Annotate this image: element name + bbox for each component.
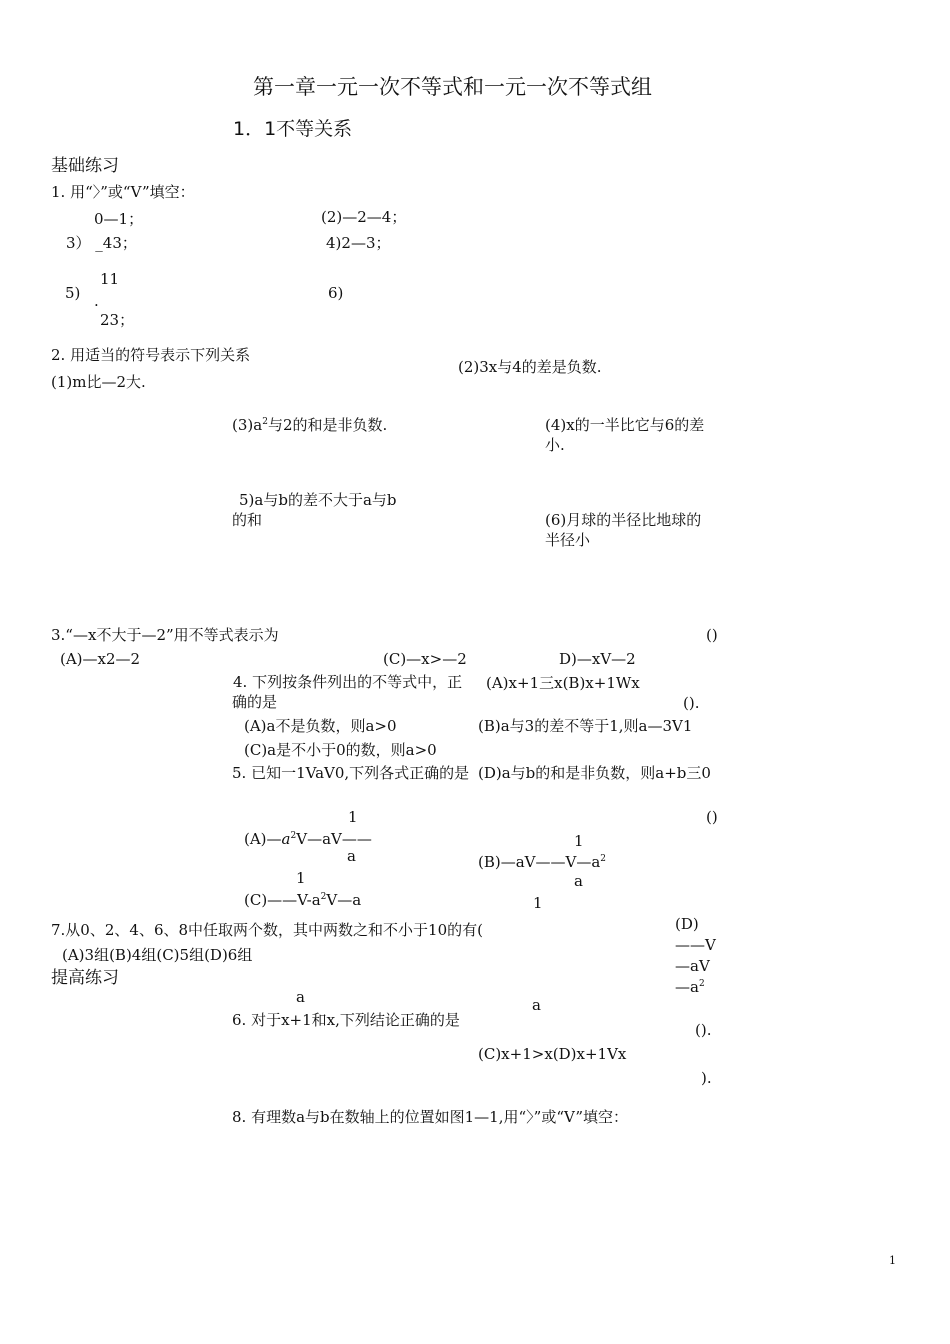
q7-options: (A)3组(B)4组(C)5组(D)6组 [62, 946, 253, 964]
q4-options-a-b: (A)x+1三x(B)x+1Wx [486, 674, 640, 692]
q1-item-5-denominator: 23； [100, 311, 135, 329]
q3-option-a: (A)—x2—2 [60, 650, 141, 668]
section-title: 1．1不等关系 [233, 118, 353, 140]
q1-prompt: 1. 用“〉”或“V”填空： [51, 183, 195, 201]
q5-option-a-numerator: 1 [348, 808, 358, 826]
q5-option-d-line-2: ——V [675, 936, 716, 954]
q5-option-c-part-1: (C)——V-a [244, 891, 321, 909]
q7-answer-close: ). [701, 1069, 712, 1087]
q5-option-d-exponent: 2 [698, 979, 705, 989]
q5-option-c-denominator: a [296, 988, 305, 1006]
q3-prompt: 3.“—x不大于—2”用不等式表示为 [51, 626, 279, 644]
q1-item-6-label: 6) [328, 284, 344, 302]
q5-option-a-var: a [281, 830, 291, 848]
q5-option-d-line-4 [675, 978, 705, 998]
q2-item-3-post: 与2的和是非负数. [267, 416, 388, 434]
q2-item-3-pre: (3)a [232, 416, 263, 434]
q5-prompt: 5. 已知一1VaV0,下列各式正确的是 [232, 764, 470, 782]
q5-option-a-denominator: a [347, 847, 356, 865]
advanced-practice-heading: 提高练习 [51, 968, 119, 988]
q7-prompt: 7.从0、2、4、6、8中任取两个数，其中两数之和不小于10的有( [51, 921, 483, 939]
q4-option-c: (C)a是不小于0的数，则a>0 [244, 741, 437, 759]
q2-prompt: 2. 用适当的符号表示下列关系 [51, 346, 251, 364]
q5-option-c-numerator: 1 [296, 869, 306, 887]
q8-prompt: 8. 有理数a与b在数轴上的位置如图1—1,用“〉”或“V”填空： [232, 1108, 629, 1126]
q5-option-c [244, 891, 361, 911]
q5-option-c-exponent: 2 [320, 892, 327, 902]
q1-item-4: 4)2—3； [326, 234, 391, 252]
q2-item-6: (6)月球的半径比地球的半径小 [545, 511, 702, 549]
q4-option-a: (A)a不是负数，则a>0 [244, 717, 397, 735]
q5-option-b-numerator: 1 [574, 832, 584, 850]
q4-answer-paren: (). [683, 694, 700, 712]
chapter-title: 第一章一元一次不等式和一元一次不等式组 [253, 75, 652, 99]
q5-option-a-exponent: 2 [290, 831, 297, 841]
q3-option-c: (C)—x>—2 [383, 650, 467, 668]
q2-item-4: (4)x的一半比它与6的差小. [545, 416, 705, 454]
q5-option-b-text: (B)—aV——V—a [478, 853, 601, 871]
q6-options-c-d: (C)x+1>x(D)x+1Vx [478, 1045, 627, 1063]
q1-item-5-dot: . [94, 292, 99, 310]
q5-option-b-denominator: a [574, 872, 583, 890]
q2-item-2: (2)3x与4的差是负数. [458, 358, 602, 376]
q3-answer-paren: () [706, 626, 718, 644]
q2-item-3 [232, 416, 387, 436]
q5-option-d-line-4-text: —a [675, 978, 699, 996]
q1-item-1: 0—1； [94, 210, 144, 228]
q2-item-5: 5)a与b的差不大于a与b的和 [232, 491, 397, 529]
q1-item-2: (2)—2—4； [321, 208, 407, 226]
q4-option-b: (B)a与3的差不等于1,则a—3V1 [478, 717, 693, 735]
q5-option-d-line-3: —aV [675, 957, 710, 975]
basic-practice-heading: 基础练习 [51, 156, 119, 176]
q5-option-d-numerator: 1 [533, 894, 543, 912]
q1-item-5-numerator: 11 [100, 270, 120, 288]
q5-answer-paren: () [706, 808, 718, 826]
q5-option-b [478, 853, 606, 873]
q5-option-d-denominator: a [532, 996, 541, 1014]
q6-answer-paren: (). [695, 1021, 712, 1039]
q3-option-d: D)—xV—2 [559, 650, 636, 668]
page-number: 1 [889, 1254, 896, 1267]
q1-item-3: 3） _43； [66, 234, 137, 252]
q4-option-d: (D)a与b的和是非负数，则a+b三0 [478, 764, 711, 782]
q1-item-5-label: 5) [65, 284, 81, 302]
q5-option-a-part-1: (A)— [244, 830, 282, 848]
q5-option-a-part-2: V—aV—— [296, 830, 372, 848]
q6-prompt: 6. 对于x+1和x,下列结论正确的是 [232, 1011, 460, 1029]
q2-item-3-exponent: 2 [262, 417, 268, 427]
q5-option-c-part-2: V—a [326, 891, 362, 909]
q5-option-d-line-1: (D) [675, 915, 699, 933]
q2-item-1: (1)m比—2大. [51, 373, 146, 391]
q5-option-b-exponent: 2 [600, 854, 607, 864]
q4-prompt: 4. 下列按条件列出的不等式中，正确的是 [232, 673, 463, 711]
